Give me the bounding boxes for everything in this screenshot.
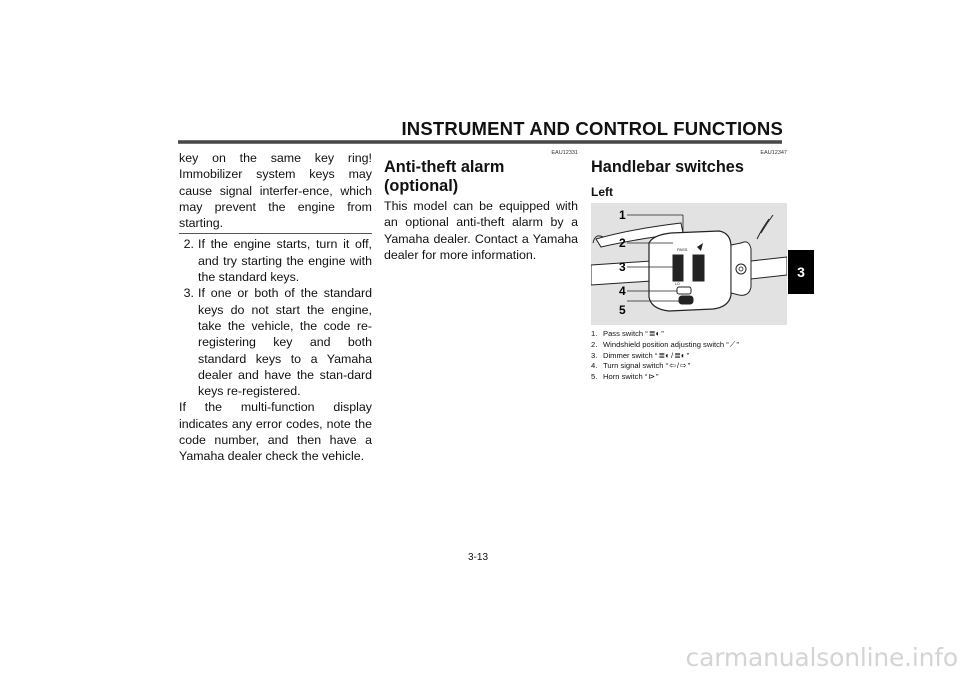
step-number: 2. — [183, 237, 194, 252]
left-arrow-icon: ⇦ — [669, 361, 676, 371]
section-heading-handlebar: Handlebar switches — [591, 158, 744, 176]
intro-paragraph: key on the same key ring! Immobilizer system keys may cause signal interfer-ence, which may prevent the engine from starting. — [179, 151, 372, 231]
step-text: If one or both of the standard keys do not start the engine, take the vehicle, the code re-registering key and both standard keys to a Yamaha dealer and have the stan-dard keys re-registered. — [198, 286, 372, 399]
callout-item — [591, 329, 787, 340]
callout-prefix: Dimmer switch “ — [603, 350, 658, 360]
section-code: EAU12347 — [760, 150, 787, 156]
callout-item — [591, 340, 787, 351]
callout-text — [603, 329, 664, 340]
callout-prefix: Turn signal switch “ — [603, 361, 669, 371]
high-beam-icon: ≣◐ — [658, 350, 670, 360]
figure-label-2: 2 — [619, 236, 626, 250]
figure-label-5: 5 — [619, 303, 626, 317]
low-beam-icon: ≣◐ — [674, 350, 686, 360]
callout-item — [591, 372, 787, 383]
callout-list — [591, 329, 787, 383]
callout-prefix: Windshield position adjusting switch “ — [603, 339, 729, 349]
header-rule — [178, 140, 782, 144]
handlebar-switch-figure — [591, 203, 787, 325]
callout-suffix: ” — [661, 329, 664, 338]
callout-text — [603, 351, 689, 362]
callout-number: 4. — [591, 361, 598, 371]
section-code: EAU12331 — [551, 150, 578, 156]
column-3 — [591, 150, 787, 383]
closing-paragraph: If the multi-function display indicates any error codes, note the code number, and then have a Yamaha dealer check the vehicle. — [179, 400, 372, 464]
column-1 — [179, 150, 372, 465]
horn-icon: ⊳ — [648, 372, 656, 382]
callout-prefix: Pass switch “ — [603, 329, 648, 338]
anti-theft-body: This model can be equipped with an optional anti-theft alarm by a Yamaha dealer. Contact a Yamaha dealer for more information. — [384, 199, 578, 262]
svg-text:PASS: PASS — [677, 247, 688, 252]
callout-suffix: ” — [736, 339, 739, 349]
figure-label-3: 3 — [619, 260, 626, 274]
watermark: carmanualsonline.info — [685, 643, 958, 672]
callout-number: 1. — [591, 329, 598, 338]
callout-separator: / — [670, 350, 674, 360]
handlebar-illustration — [591, 203, 787, 325]
callout-suffix: ” — [687, 361, 691, 371]
figure-label-1: 1 — [619, 208, 626, 222]
callout-prefix: Horn switch “ — [603, 372, 648, 382]
callout-suffix: ” — [656, 372, 659, 382]
callout-number: 5. — [591, 372, 598, 382]
chapter-tab[interactable]: 3 — [788, 250, 814, 294]
column-2 — [384, 150, 578, 263]
section-heading-anti-theft: Anti-theft alarm (optional) — [384, 158, 505, 195]
callout-number: 3. — [591, 350, 598, 360]
subheading-left: Left — [591, 185, 613, 199]
page-header-title: INSTRUMENT AND CONTROL FUNCTIONS — [401, 118, 783, 139]
callout-number: 2. — [591, 339, 598, 349]
figure-label-4: 4 — [619, 284, 626, 298]
callout-text — [603, 372, 659, 383]
page-number: 3-13 — [468, 552, 489, 563]
callout-item — [591, 361, 787, 372]
callout-separator: / — [676, 361, 679, 371]
high-beam-icon: ≣◐ — [648, 329, 661, 338]
callout-item — [591, 351, 787, 362]
step-number: 3. — [183, 286, 194, 301]
callout-text — [603, 361, 690, 372]
step-item — [179, 285, 372, 399]
step-item — [179, 236, 372, 285]
callout-text — [603, 340, 739, 351]
callout-suffix: ” — [686, 350, 690, 360]
windshield-icon: ⟋ — [729, 339, 736, 349]
step-text: If the engine starts, turn it off, and try starting the engine with the standard keys. — [198, 237, 372, 285]
svg-text:LO: LO — [675, 282, 680, 286]
caution-rule — [179, 233, 372, 234]
right-arrow-icon: ⇨ — [679, 361, 687, 371]
